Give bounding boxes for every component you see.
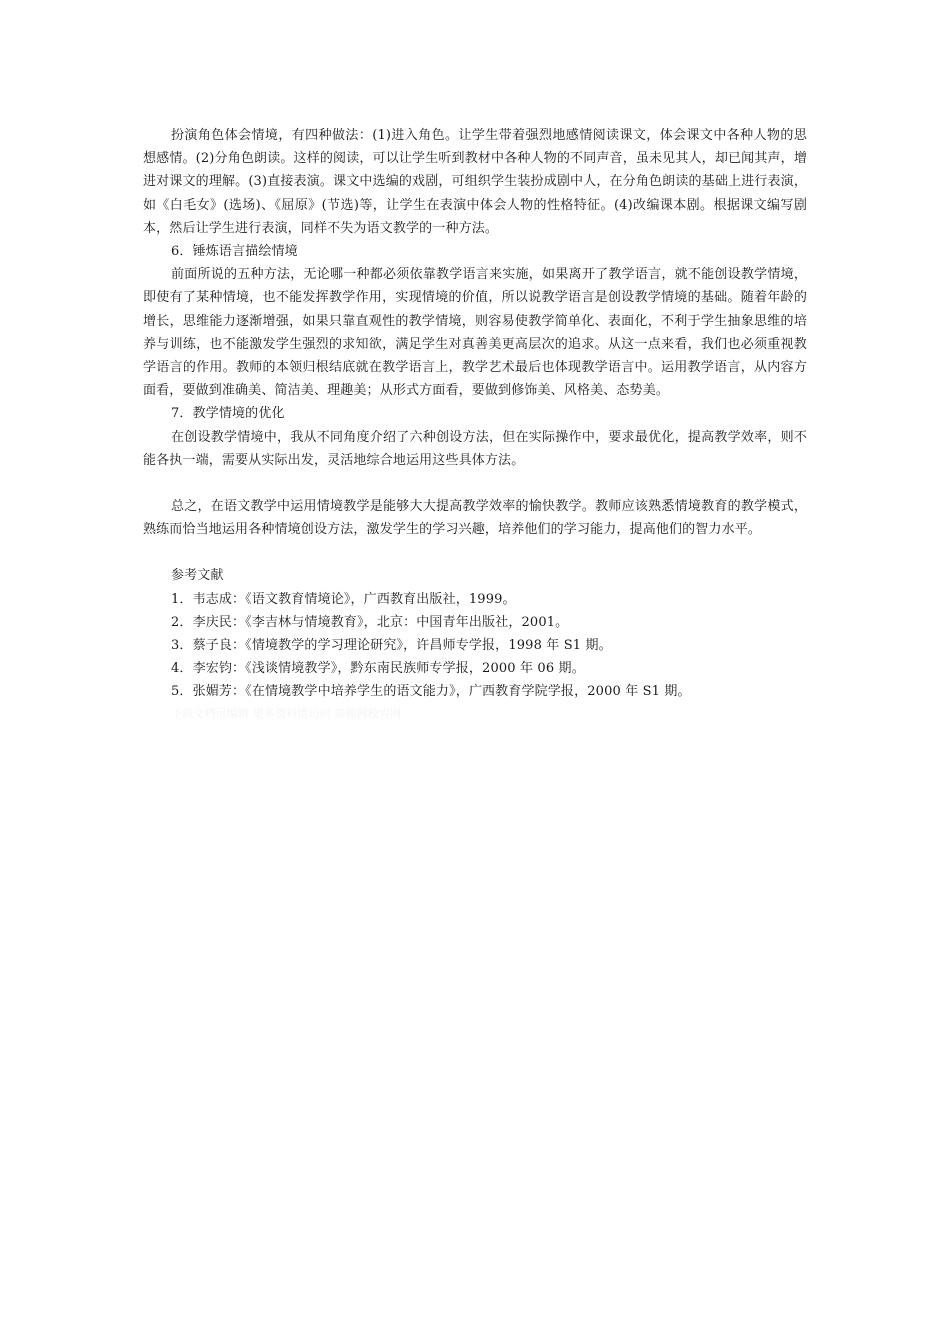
paragraph-teaching-language: 前面所说的五种方法，无论哪一种都必须依靠教学语言来实施，如果离开了教学语言，就不能创设教学情境，即使有了某种情境，也不能发挥教学作用，实现情境的价值，所以说教学语言是创设教学情境的基础。随着年龄的增长，思维能力逐渐增强，如果只靠直观性的教学情境，则容易使教学简单化、表面化，不利于学生抽象思维的培养与训练，也不能激发学生强烈的求知欲，满足学生对真善美更高层次的追求。从这一点来看，我们也必须重视教学语言的作用。教师的本领归根结底就在教学语言上，教学艺术最后也体现教学语言中。运用教学语言，从内容方面看，要做到准确美、简洁美、理趣美；从形式方面看，要做到修饰美、风格美、态势美。 <box>143 267 807 399</box>
section-heading-6: 6．锤炼语言描绘情境 <box>171 244 298 260</box>
reference-item: 4．李宏钧：《浅谈情境教学》，黔东南民族师专学报，2000 年 06 期。 <box>171 661 585 677</box>
reference-item: 3．蔡子良：《情境教学的学习理论研究》，许昌师专学报，1998 年 S1 期。 <box>171 638 612 654</box>
spacer <box>143 472 807 495</box>
reference-item: 5．张媚芳：《在情境教学中培养学生的语文能力》，广西教育学院学报，2000 年 S1 期。 <box>171 684 691 700</box>
faint-watermark-line: 下载文档可编辑 更多资料请访问 高顿网校官网 <box>171 706 402 720</box>
spacer <box>143 541 807 564</box>
section-heading-7: 7．教学情境的优化 <box>171 406 285 422</box>
reference-item: 1．韦志成：《语文教育情境论》，广西教育出版社，1999。 <box>171 591 516 607</box>
paragraph-optimization: 在创设教学情境中，我从不同角度介绍了六种创设方法，但在实际操作中，要求最优化，提高教学效率，则不能各执一端，需要从实际出发，灵活地综合地运用这些具体方法。 <box>143 429 807 468</box>
references-title: 参考文献 <box>171 568 224 584</box>
references-list <box>143 588 807 704</box>
paragraph-conclusion: 总之，在语文教学中运用情境教学是能够大大提高教学效率的愉快教学。教师应该熟悉情境教育的教学模式，熟练而恰当地运用各种情境创设方法，激发学生的学习兴趣，培养他们的学习能力，提高他们的智力水平。 <box>143 499 807 538</box>
reference-item: 2．李庆民：《李吉林与情境教育》，北京：中国青年出版社，2001。 <box>171 614 569 630</box>
paragraph-role-play: 扮演角色体会情境，有四种做法：(1)进入角色。让学生带着强烈地感情阅读课文，体会课文中各种人物的思想感情。(2)分角色朗读。这样的阅读，可以让学生听到教材中各种人物的不同声音，虽未见其人，却已闻其声，增进对课文的理解。(3)直接表演。课文中选编的戏剧，可组织学生装扮成剧中人，在分角色朗读的基础上进行表演，如《白毛女》(选场)、《屈原》(节选)等，让学生在表演中体会人物的性格特征。(4)改编课本剧。根据课文编写剧本，然后让学生进行表演，同样不失为语文教学的一种方法。 <box>143 128 807 236</box>
document-body <box>143 124 807 724</box>
